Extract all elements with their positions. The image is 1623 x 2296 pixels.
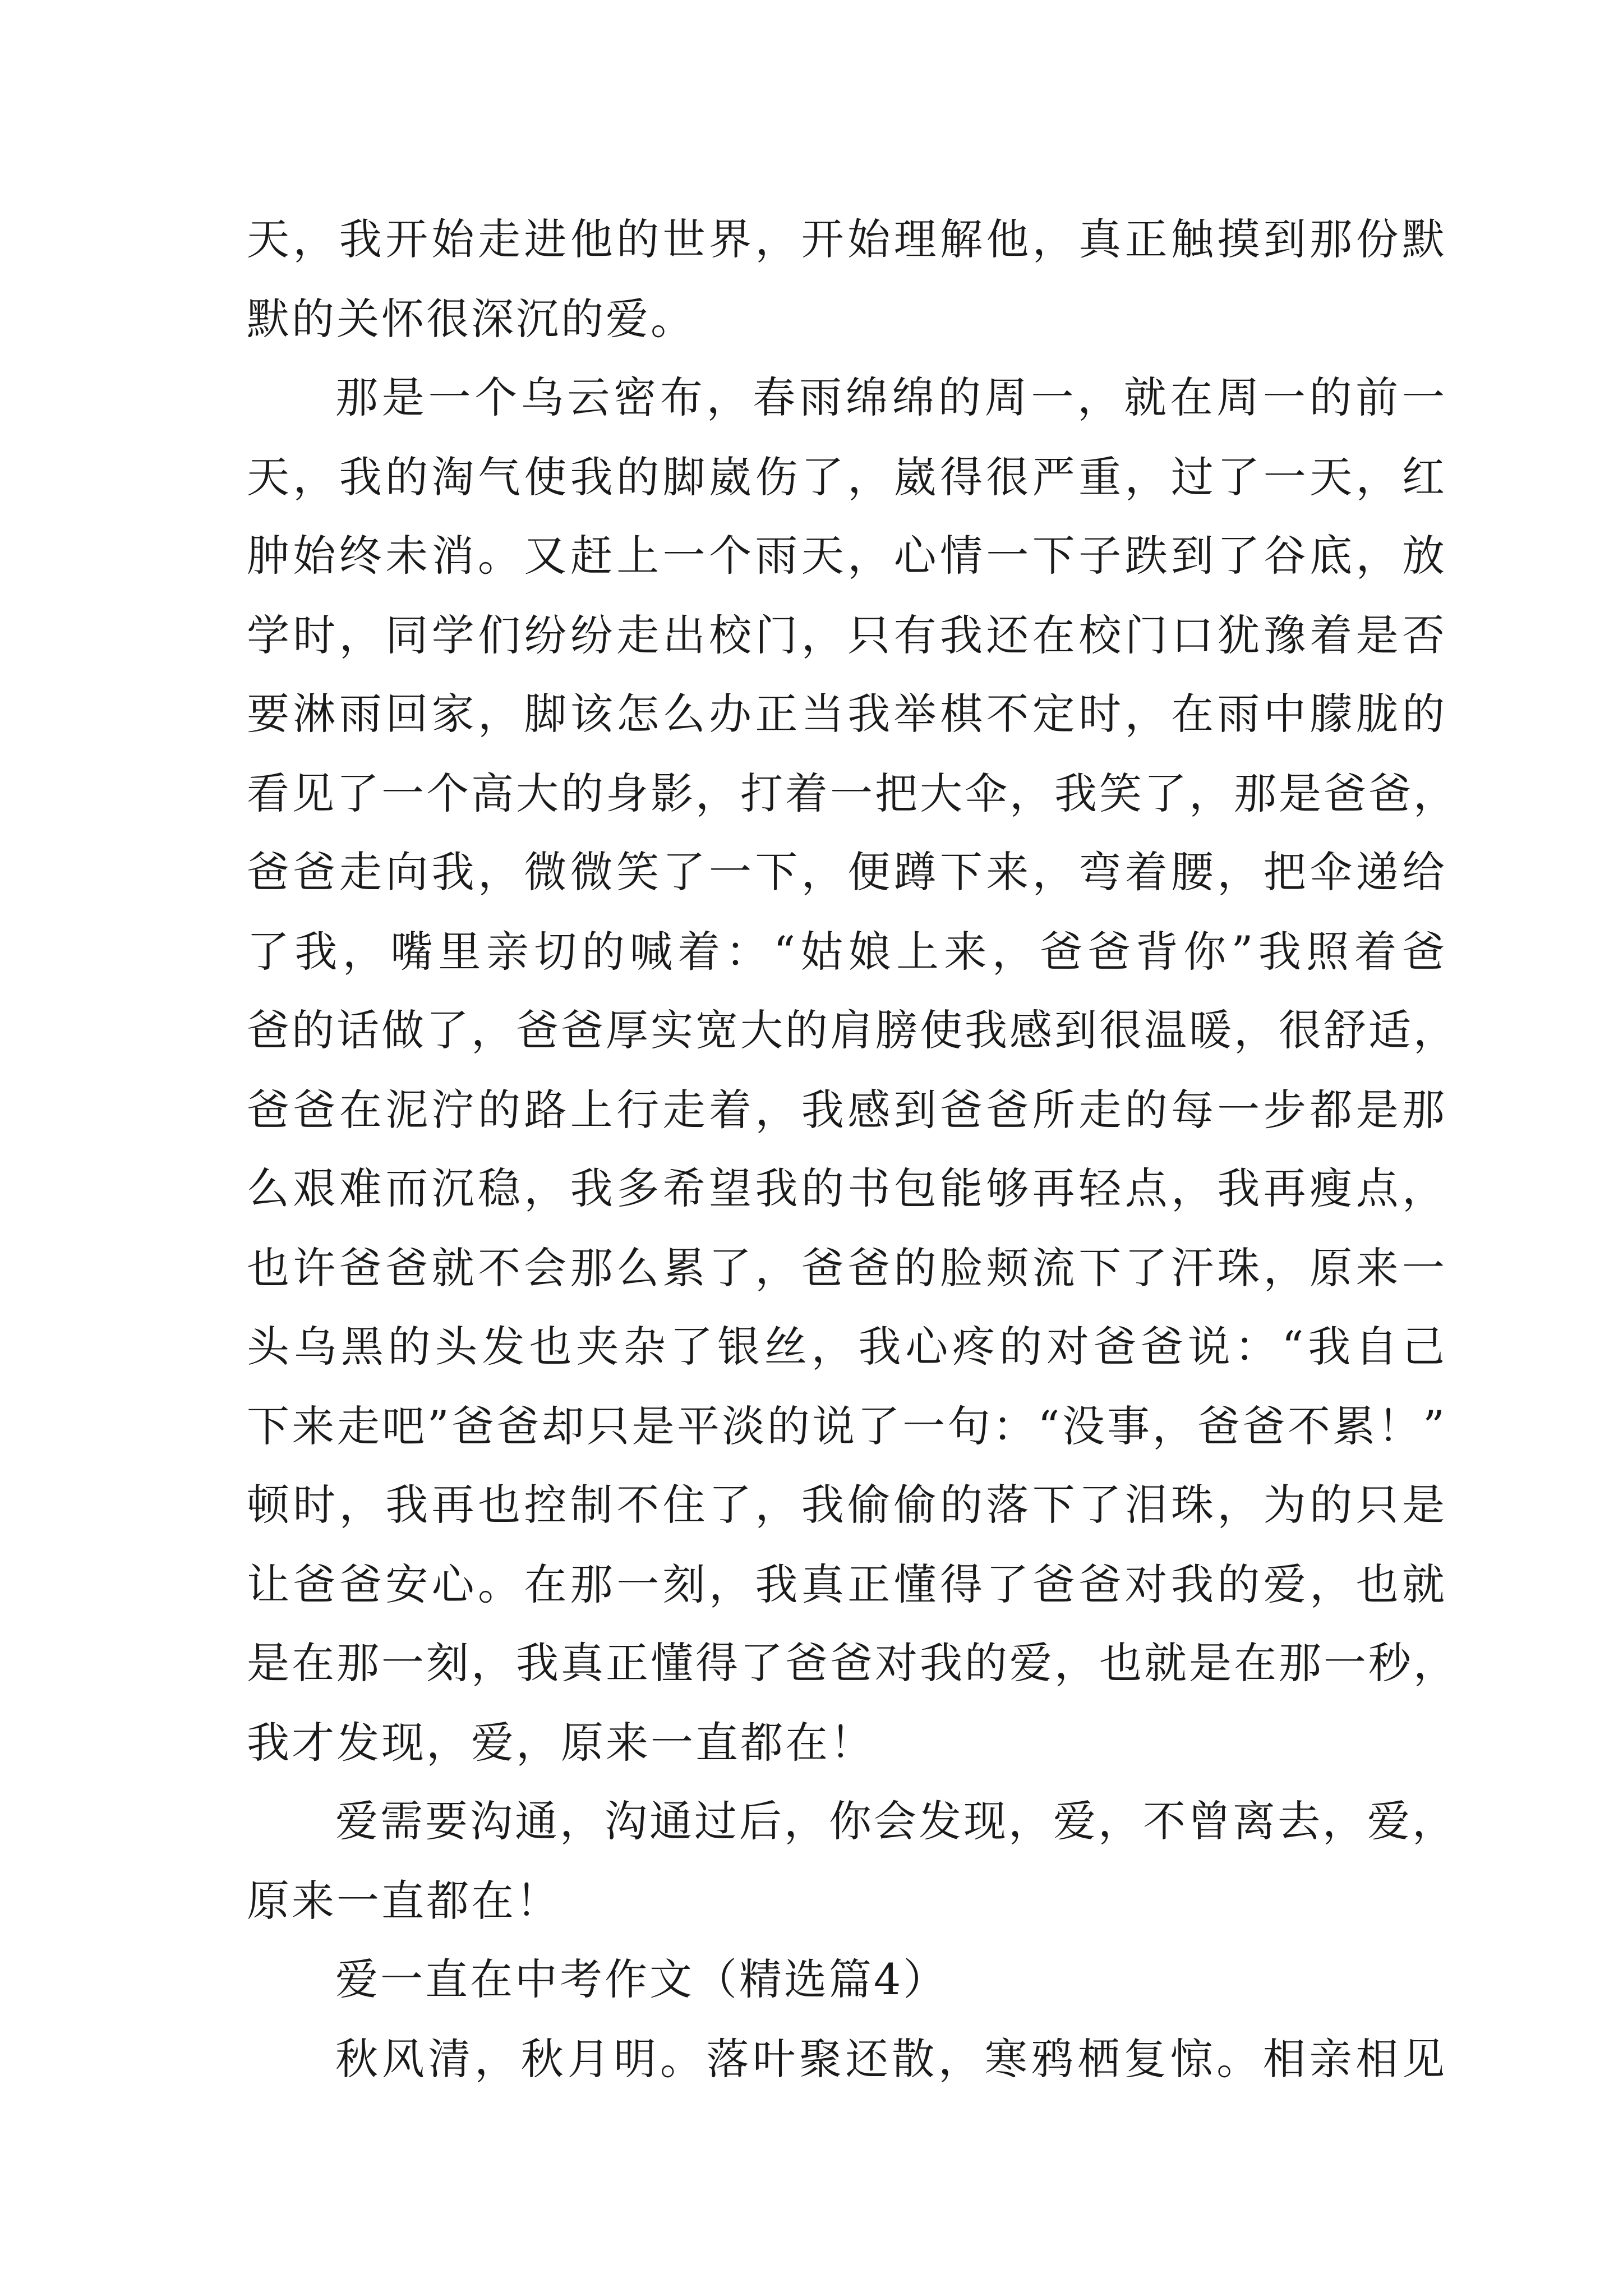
text-line-2: 默的关怀很深沉的爱。 bbox=[247, 294, 695, 344]
text-line-14: 也许爸爸就不会那么累了，爸爸的脸颊流下了汗珠，原来一 bbox=[247, 1243, 1447, 1293]
text-line-3: 那是一个乌云密布，春雨绵绵的周一，就在周一的前一 bbox=[335, 372, 1447, 422]
text-line-21: 爱需要沟通，沟通过后，你会发现，爱，不曾离去，爱， bbox=[335, 1796, 1457, 1846]
text-line-1: 天，我开始走进他的世界，开始理解他，真正触摸到那份默 bbox=[247, 214, 1447, 264]
text-line-20: 我才发现，爱，原来一直都在！ bbox=[247, 1718, 875, 1768]
text-line-11: 爸的话做了，爸爸厚实宽大的肩膀使我感到很温暖，很舒适， bbox=[247, 1005, 1458, 1055]
text-line-18: 让爸爸安心。在那一刻，我真正懂得了爸爸对我的爱，也就 bbox=[247, 1559, 1447, 1609]
section-heading: 爱一直在中考作文（精选篇4） bbox=[335, 1954, 948, 2004]
text-line-22: 原来一直都在！ bbox=[247, 1876, 561, 1926]
text-line-9: 爸爸走向我，微微笑了一下，便蹲下来，弯着腰，把伞递给 bbox=[247, 847, 1447, 897]
text-line-19: 是在那一刻，我真正懂得了爸爸对我的爱，也就是在那一秒， bbox=[247, 1638, 1458, 1688]
text-line-13: 么艰难而沉稳，我多希望我的书包能够再轻点，我再瘦点， bbox=[247, 1163, 1447, 1213]
text-line-10: 了我，嘴里亲切的喊着：“姑娘上来，爸爸背你”我照着爸 bbox=[247, 927, 1447, 977]
text-line-15: 头乌黑的头发也夹杂了银丝，我心疼的对爸爸说：“我自己 bbox=[247, 1322, 1447, 1372]
text-line-17: 顿时，我再也控制不住了，我偷偷的落下了泪珠，为的只是 bbox=[247, 1480, 1447, 1530]
text-line-24: 秋风清，秋月明。落叶聚还散，寒鸦栖复惊。相亲相见 bbox=[335, 2034, 1447, 2084]
text-line-5: 肿始终未消。又赶上一个雨天，心情一下子跌到了谷底，放 bbox=[247, 531, 1447, 581]
text-line-4: 天，我的淘气使我的脚崴伤了，崴得很严重，过了一天，红 bbox=[247, 452, 1447, 502]
text-line-8: 看见了一个高大的身影，打着一把大伞，我笑了，那是爸爸， bbox=[247, 769, 1458, 818]
text-line-16: 下来走吧”爸爸却只是平淡的说了一句：“没事，爸爸不累！” bbox=[247, 1401, 1447, 1451]
text-line-7: 要淋雨回家，脚该怎么办正当我举棋不定时，在雨中朦胧的 bbox=[247, 689, 1447, 739]
text-line-12: 爸爸在泥泞的路上行走着，我感到爸爸所走的每一步都是那 bbox=[247, 1085, 1447, 1135]
text-line-6: 学时，同学们纷纷走出校门，只有我还在校门口犹豫着是否 bbox=[247, 610, 1447, 660]
